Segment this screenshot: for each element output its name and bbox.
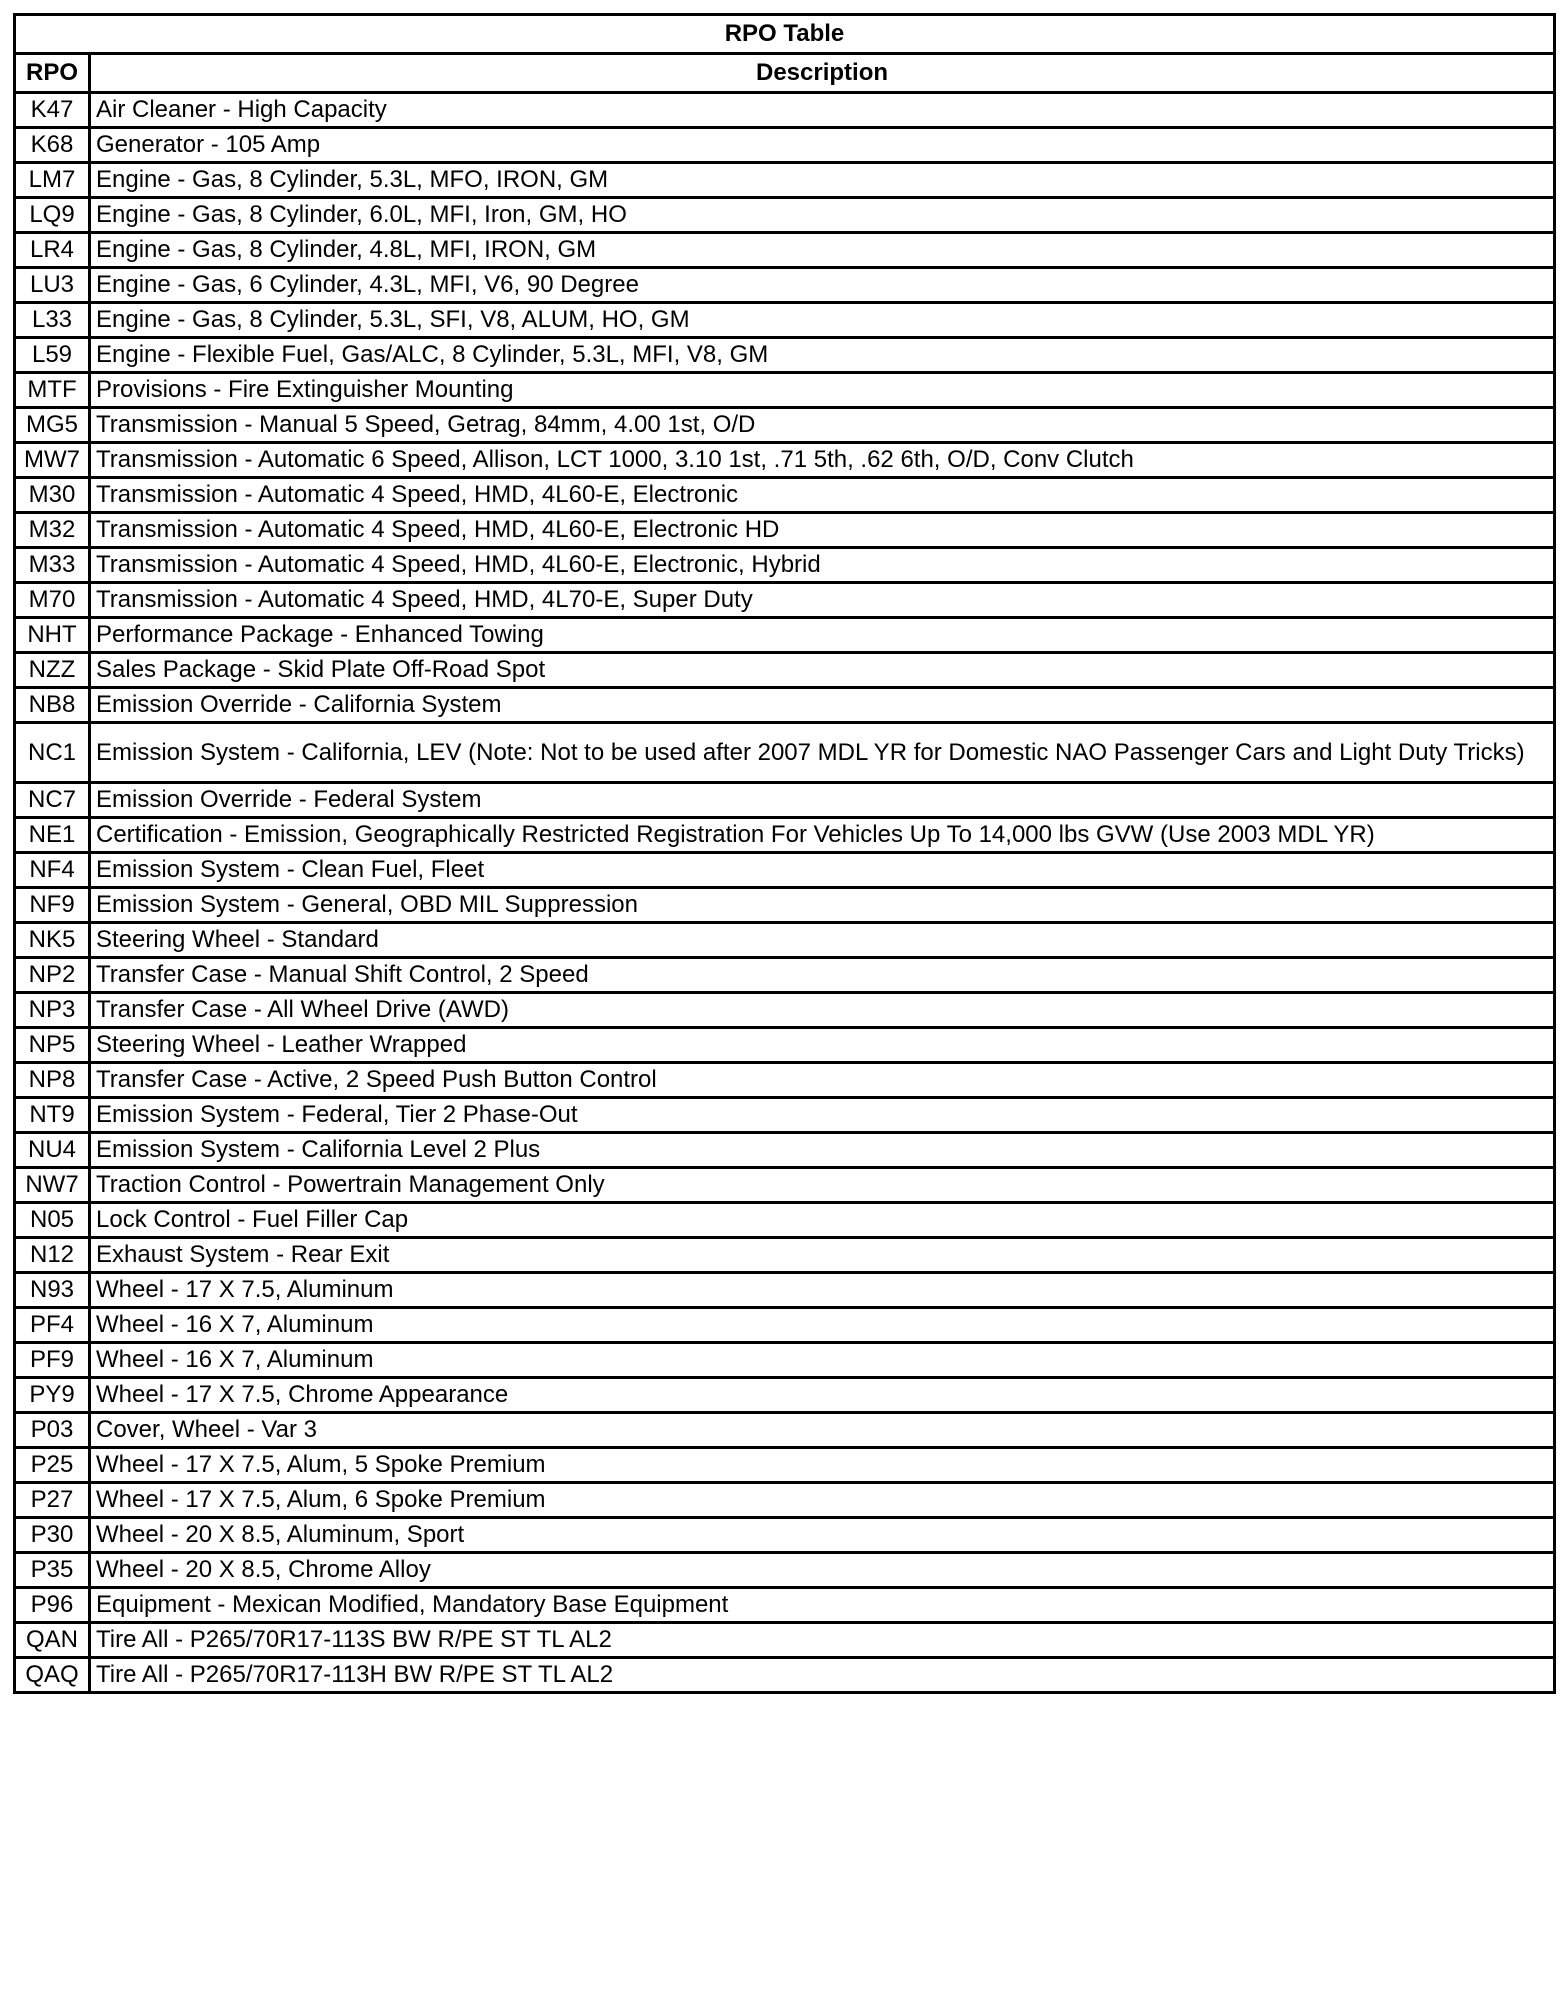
rpo-description-cell: Engine - Gas, 8 Cylinder, 5.3L, MFO, IRON, GM <box>90 163 1555 198</box>
rpo-code-cell: NE1 <box>15 818 90 853</box>
rpo-code-cell: QAN <box>15 1623 90 1658</box>
table-row <box>15 1658 1555 1693</box>
table-row <box>15 163 1555 198</box>
rpo-code-cell: NF4 <box>15 853 90 888</box>
rpo-description-cell: Cover, Wheel - Var 3 <box>90 1413 1555 1448</box>
rpo-code-cell: N12 <box>15 1238 90 1273</box>
rpo-description-cell: Engine - Gas, 8 Cylinder, 6.0L, MFI, Iron, GM, HO <box>90 198 1555 233</box>
table-row <box>15 1273 1555 1308</box>
rpo-description-cell: Emission System - California Level 2 Plus <box>90 1133 1555 1168</box>
rpo-description-cell: Engine - Gas, 8 Cylinder, 4.8L, MFI, IRON, GM <box>90 233 1555 268</box>
rpo-description-cell: Transmission - Manual 5 Speed, Getrag, 84mm, 4.00 1st, O/D <box>90 408 1555 443</box>
rpo-code-cell: N93 <box>15 1273 90 1308</box>
rpo-description-cell: Air Cleaner - High Capacity <box>90 93 1555 128</box>
rpo-description-cell: Wheel - 16 X 7, Aluminum <box>90 1343 1555 1378</box>
table-title-row <box>15 15 1555 54</box>
rpo-description-cell: Transfer Case - All Wheel Drive (AWD) <box>90 993 1555 1028</box>
rpo-code-cell: NC7 <box>15 783 90 818</box>
rpo-description-cell: Transmission - Automatic 6 Speed, Allison, LCT 1000, 3.10 1st, .71 5th, .62 6th, O/D, Conv Clutch <box>90 443 1555 478</box>
rpo-description-cell: Equipment - Mexican Modified, Mandatory Base Equipment <box>90 1588 1555 1623</box>
rpo-code-cell: M30 <box>15 478 90 513</box>
rpo-description-cell: Wheel - 17 X 7.5, Chrome Appearance <box>90 1378 1555 1413</box>
rpo-code-cell: L33 <box>15 303 90 338</box>
table-row <box>15 853 1555 888</box>
table-row <box>15 303 1555 338</box>
rpo-description-cell: Emission Override - Federal System <box>90 783 1555 818</box>
rpo-code-cell: NP3 <box>15 993 90 1028</box>
rpo-code-cell: NU4 <box>15 1133 90 1168</box>
rpo-description-cell: Wheel - 20 X 8.5, Aluminum, Sport <box>90 1518 1555 1553</box>
rpo-code-cell: NB8 <box>15 688 90 723</box>
rpo-code-cell: P25 <box>15 1448 90 1483</box>
rpo-description-cell: Engine - Gas, 8 Cylinder, 5.3L, SFI, V8, ALUM, HO, GM <box>90 303 1555 338</box>
rpo-description-cell: Sales Package - Skid Plate Off-Road Spot <box>90 653 1555 688</box>
rpo-description-cell: Tire All - P265/70R17-113S BW R/PE ST TL AL2 <box>90 1623 1555 1658</box>
rpo-code-cell: P35 <box>15 1553 90 1588</box>
rpo-description-cell: Wheel - 17 X 7.5, Alum, 5 Spoke Premium <box>90 1448 1555 1483</box>
description-column-header: Description <box>90 54 1555 93</box>
table-row <box>15 688 1555 723</box>
rpo-code-cell: NW7 <box>15 1168 90 1203</box>
rpo-code-cell: LQ9 <box>15 198 90 233</box>
rpo-description-cell: Engine - Flexible Fuel, Gas/ALC, 8 Cylinder, 5.3L, MFI, V8, GM <box>90 338 1555 373</box>
table-row <box>15 338 1555 373</box>
rpo-description-cell: Exhaust System - Rear Exit <box>90 1238 1555 1273</box>
table-row <box>15 783 1555 818</box>
rpo-description-cell: Wheel - 17 X 7.5, Aluminum <box>90 1273 1555 1308</box>
rpo-description-cell: Tire All - P265/70R17-113H BW R/PE ST TL AL2 <box>90 1658 1555 1693</box>
rpo-column-header: RPO <box>15 54 90 93</box>
table-title: RPO Table <box>15 15 1555 54</box>
rpo-code-cell: MG5 <box>15 408 90 443</box>
rpo-description-cell: Engine - Gas, 6 Cylinder, 4.3L, MFI, V6, 90 Degree <box>90 268 1555 303</box>
rpo-code-cell: MTF <box>15 373 90 408</box>
rpo-code-cell: NHT <box>15 618 90 653</box>
rpo-description-cell: Emission Override - California System <box>90 688 1555 723</box>
table-row <box>15 1378 1555 1413</box>
table-row <box>15 1308 1555 1343</box>
rpo-code-cell: M32 <box>15 513 90 548</box>
rpo-code-cell: M70 <box>15 583 90 618</box>
rpo-code-cell: M33 <box>15 548 90 583</box>
rpo-code-cell: MW7 <box>15 443 90 478</box>
rpo-code-cell: NC1 <box>15 723 90 783</box>
rpo-description-cell: Steering Wheel - Leather Wrapped <box>90 1028 1555 1063</box>
table-row <box>15 1343 1555 1378</box>
rpo-code-cell: NP5 <box>15 1028 90 1063</box>
rpo-description-cell: Traction Control - Powertrain Management Only <box>90 1168 1555 1203</box>
table-row <box>15 958 1555 993</box>
rpo-description-cell: Certification - Emission, Geographically Restricted Registration For Vehicles Up To 14,000 lbs GVW (Use 2003 MDL YR) <box>90 818 1555 853</box>
table-row <box>15 128 1555 163</box>
rpo-description-cell: Transmission - Automatic 4 Speed, HMD, 4L60-E, Electronic, Hybrid <box>90 548 1555 583</box>
rpo-code-cell: PF9 <box>15 1343 90 1378</box>
table-row <box>15 1448 1555 1483</box>
rpo-code-cell: QAQ <box>15 1658 90 1693</box>
rpo-code-cell: K68 <box>15 128 90 163</box>
rpo-table <box>13 13 1556 1694</box>
rpo-code-cell: P30 <box>15 1518 90 1553</box>
rpo-code-cell: NT9 <box>15 1098 90 1133</box>
table-row <box>15 268 1555 303</box>
table-row <box>15 993 1555 1028</box>
table-row <box>15 1553 1555 1588</box>
rpo-code-cell: PF4 <box>15 1308 90 1343</box>
rpo-code-cell: L59 <box>15 338 90 373</box>
rpo-description-cell: Lock Control - Fuel Filler Cap <box>90 1203 1555 1238</box>
rpo-description-cell: Transmission - Automatic 4 Speed, HMD, 4L70-E, Super Duty <box>90 583 1555 618</box>
rpo-code-cell: NZZ <box>15 653 90 688</box>
rpo-description-cell: Wheel - 17 X 7.5, Alum, 6 Spoke Premium <box>90 1483 1555 1518</box>
table-row <box>15 443 1555 478</box>
table-row <box>15 408 1555 443</box>
table-row <box>15 93 1555 128</box>
table-row <box>15 923 1555 958</box>
rpo-code-cell: LR4 <box>15 233 90 268</box>
rpo-code-cell: PY9 <box>15 1378 90 1413</box>
table-header-row <box>15 54 1555 93</box>
rpo-description-cell: Emission System - California, LEV (Note: Not to be used after 2007 MDL YR for Domestic NAO Passenger Cars and Light Duty Tricks) <box>90 723 1555 783</box>
rpo-code-cell: K47 <box>15 93 90 128</box>
table-row <box>15 1098 1555 1133</box>
rpo-description-cell: Performance Package - Enhanced Towing <box>90 618 1555 653</box>
table-row <box>15 513 1555 548</box>
rpo-code-cell: LU3 <box>15 268 90 303</box>
rpo-code-cell: NF9 <box>15 888 90 923</box>
table-row <box>15 1518 1555 1553</box>
table-row <box>15 1203 1555 1238</box>
rpo-code-cell: P27 <box>15 1483 90 1518</box>
table-row <box>15 1168 1555 1203</box>
rpo-description-cell: Emission System - General, OBD MIL Suppression <box>90 888 1555 923</box>
table-row <box>15 1063 1555 1098</box>
rpo-description-cell: Transfer Case - Manual Shift Control, 2 Speed <box>90 958 1555 993</box>
rpo-description-cell: Wheel - 16 X 7, Aluminum <box>90 1308 1555 1343</box>
rpo-code-cell: P96 <box>15 1588 90 1623</box>
table-row <box>15 723 1555 783</box>
rpo-description-cell: Emission System - Clean Fuel, Fleet <box>90 853 1555 888</box>
rpo-code-cell: NP8 <box>15 1063 90 1098</box>
rpo-code-cell: N05 <box>15 1203 90 1238</box>
table-row <box>15 618 1555 653</box>
table-row <box>15 888 1555 923</box>
table-row <box>15 233 1555 268</box>
rpo-code-cell: P03 <box>15 1413 90 1448</box>
rpo-code-cell: NP2 <box>15 958 90 993</box>
rpo-description-cell: Transmission - Automatic 4 Speed, HMD, 4L60-E, Electronic <box>90 478 1555 513</box>
table-row <box>15 478 1555 513</box>
rpo-description-cell: Transmission - Automatic 4 Speed, HMD, 4L60-E, Electronic HD <box>90 513 1555 548</box>
table-row <box>15 818 1555 853</box>
rpo-description-cell: Wheel - 20 X 8.5, Chrome Alloy <box>90 1553 1555 1588</box>
table-row <box>15 198 1555 233</box>
rpo-description-cell: Steering Wheel - Standard <box>90 923 1555 958</box>
rpo-code-cell: LM7 <box>15 163 90 198</box>
table-row <box>15 1623 1555 1658</box>
table-row <box>15 1133 1555 1168</box>
table-row <box>15 1238 1555 1273</box>
rpo-description-cell: Transfer Case - Active, 2 Speed Push Button Control <box>90 1063 1555 1098</box>
table-row <box>15 1413 1555 1448</box>
rpo-description-cell: Provisions - Fire Extinguisher Mounting <box>90 373 1555 408</box>
table-row <box>15 653 1555 688</box>
table-row <box>15 548 1555 583</box>
table-body <box>15 93 1555 1693</box>
table-row <box>15 583 1555 618</box>
table-row <box>15 1588 1555 1623</box>
table-row <box>15 1483 1555 1518</box>
rpo-code-cell: NK5 <box>15 923 90 958</box>
rpo-description-cell: Generator - 105 Amp <box>90 128 1555 163</box>
rpo-description-cell: Emission System - Federal, Tier 2 Phase-Out <box>90 1098 1555 1133</box>
table-row <box>15 1028 1555 1063</box>
table-row <box>15 373 1555 408</box>
